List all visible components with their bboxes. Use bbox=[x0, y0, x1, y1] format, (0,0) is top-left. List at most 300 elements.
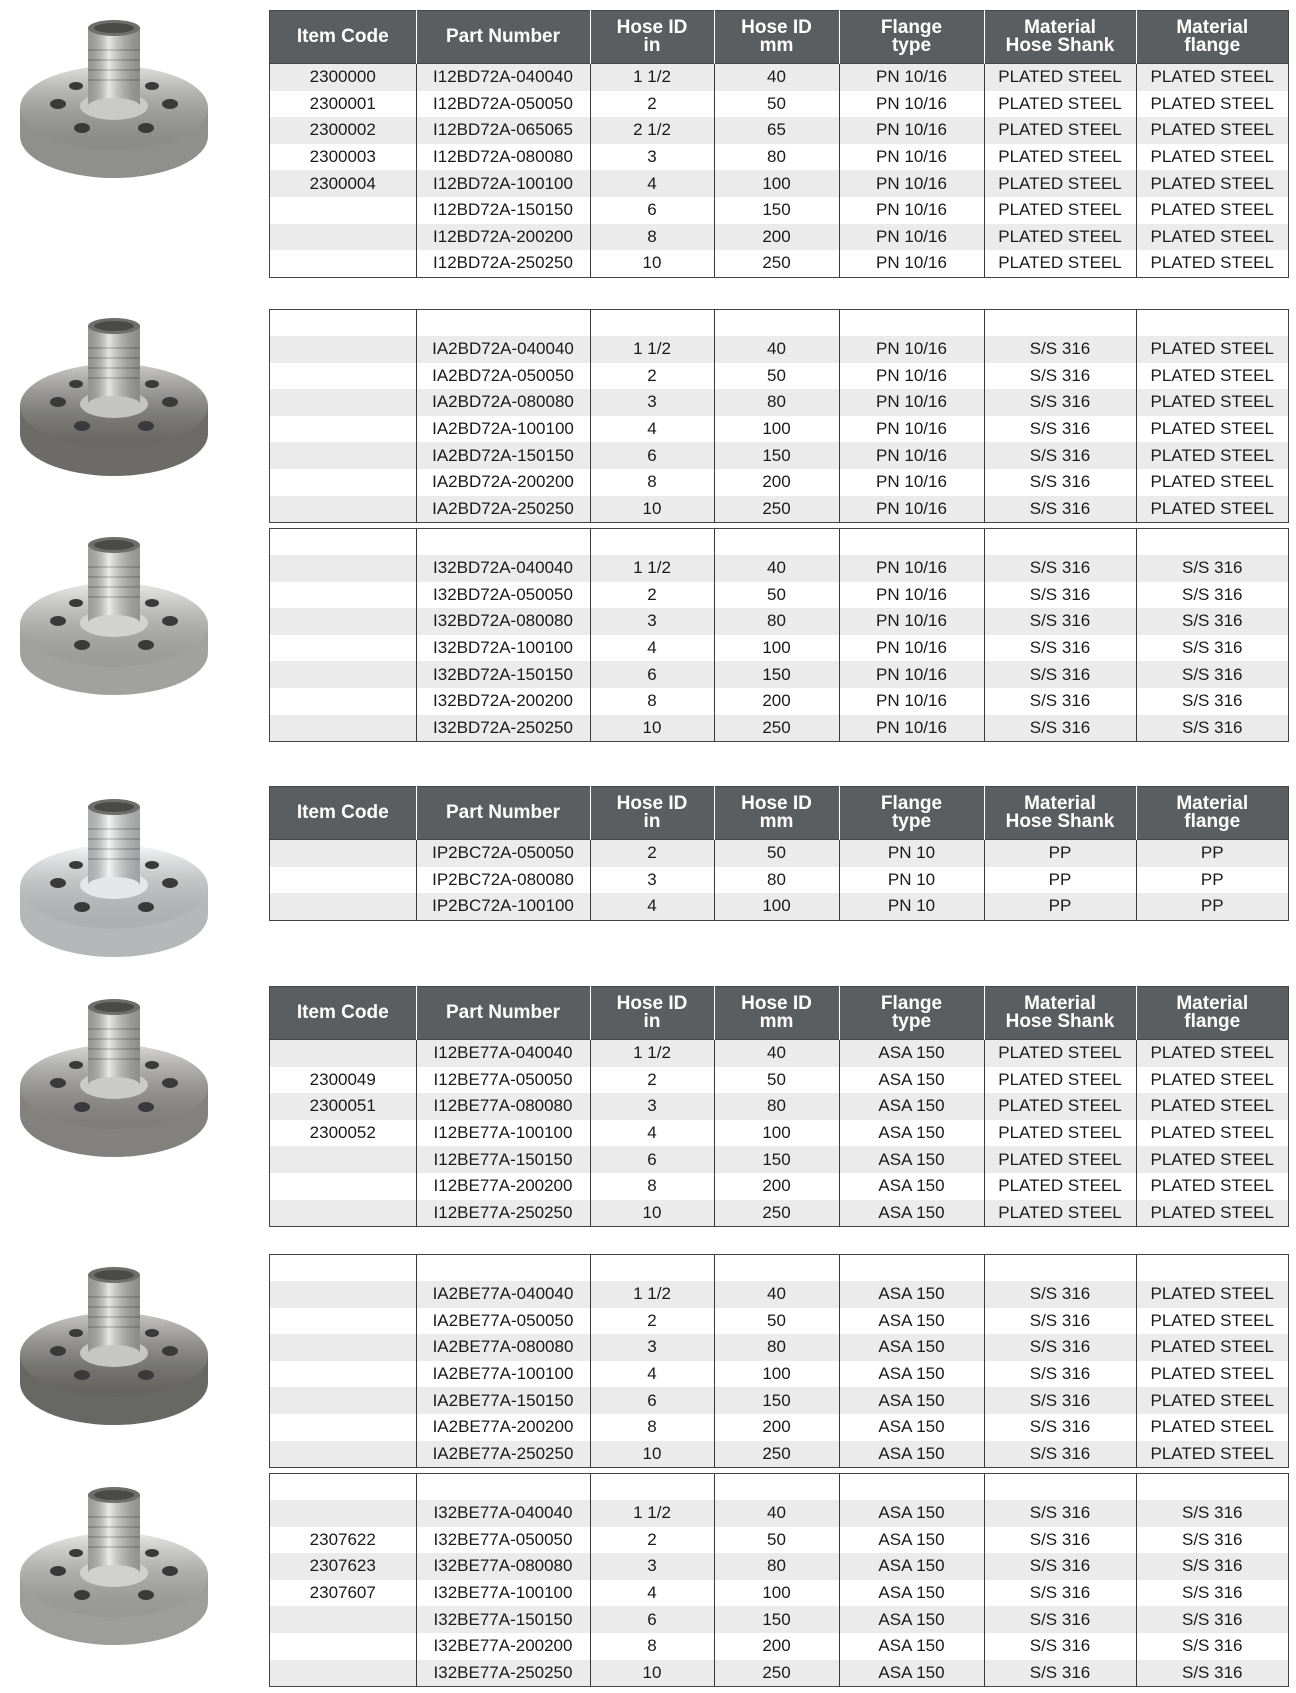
table-row bbox=[270, 1441, 1288, 1468]
flange-type-cell: PN 10/16 bbox=[839, 224, 984, 251]
table-row bbox=[270, 336, 1288, 363]
item-code-cell bbox=[270, 363, 416, 390]
material-hose-shank-cell: S/S 316 bbox=[984, 635, 1136, 662]
hose-id-mm-cell: 50 bbox=[714, 1308, 839, 1335]
hose-id-mm-cell: 50 bbox=[714, 1067, 839, 1094]
table-row bbox=[270, 1633, 1288, 1660]
table-row bbox=[270, 661, 1288, 688]
part-number-cell: I32BD72A-080080 bbox=[416, 608, 590, 635]
item-code-cell bbox=[270, 1660, 416, 1687]
hose-id-mm-cell: 50 bbox=[714, 1527, 839, 1554]
hose-id-mm-cell: 50 bbox=[714, 91, 839, 118]
hose-id-mm-cell: 80 bbox=[714, 389, 839, 416]
item-code-cell bbox=[270, 582, 416, 609]
item-code-cell bbox=[270, 661, 416, 688]
hose-id-in-cell: 1 1/2 bbox=[590, 555, 714, 582]
item-code-cell bbox=[270, 442, 416, 469]
hose-id-mm-cell: 40 bbox=[714, 555, 839, 582]
material-hose-shank-cell: PLATED STEEL bbox=[984, 64, 1136, 91]
material-hose-shank-cell: PLATED STEEL bbox=[984, 117, 1136, 144]
material-hose-shank-cell: PLATED STEEL bbox=[984, 1093, 1136, 1120]
part-number-cell: I32BD72A-050050 bbox=[416, 582, 590, 609]
material-flange-cell: PLATED STEEL bbox=[1136, 416, 1288, 443]
header-part-number: Part Number bbox=[416, 11, 590, 64]
material-hose-shank-cell: PLATED STEEL bbox=[984, 170, 1136, 197]
part-number-cell: IA2BE77A-200200 bbox=[416, 1414, 590, 1441]
material-hose-shank-cell: PP bbox=[984, 893, 1136, 920]
table-row bbox=[270, 715, 1288, 742]
material-flange-cell: PLATED STEEL bbox=[1136, 1040, 1288, 1067]
material-flange-cell: PLATED STEEL bbox=[1136, 1200, 1288, 1227]
hose-id-mm-cell: 100 bbox=[714, 635, 839, 662]
item-code-cell: 2300000 bbox=[270, 64, 416, 91]
material-hose-shank-cell: PLATED STEEL bbox=[984, 1040, 1136, 1067]
flange-type-cell: PN 10/16 bbox=[839, 416, 984, 443]
hose-id-in-cell: 3 bbox=[590, 867, 714, 894]
part-number-cell: I32BD72A-150150 bbox=[416, 661, 590, 688]
item-code-cell bbox=[270, 1281, 416, 1308]
material-flange-cell: PLATED STEEL bbox=[1136, 1146, 1288, 1173]
hose-id-mm-cell: 80 bbox=[714, 608, 839, 635]
material-hose-shank-cell: S/S 316 bbox=[984, 1387, 1136, 1414]
hose-id-in-cell: 6 bbox=[590, 661, 714, 688]
hose-id-in-cell: 8 bbox=[590, 1633, 714, 1660]
hose-id-in-cell: 6 bbox=[590, 1387, 714, 1414]
item-code-cell bbox=[270, 893, 416, 920]
product-image bbox=[8, 787, 220, 977]
part-number-cell: IA2BD72A-050050 bbox=[416, 363, 590, 390]
table-row bbox=[270, 363, 1288, 390]
hose-id-mm-cell: 250 bbox=[714, 496, 839, 523]
part-number-cell: I32BD72A-040040 bbox=[416, 555, 590, 582]
table-row bbox=[270, 1361, 1288, 1388]
material-hose-shank-cell: S/S 316 bbox=[984, 1281, 1136, 1308]
item-code-cell bbox=[270, 1334, 416, 1361]
table-row bbox=[270, 1606, 1288, 1633]
flange-type-cell: ASA 150 bbox=[839, 1414, 984, 1441]
table-row bbox=[270, 1093, 1288, 1120]
flange-type-cell: ASA 150 bbox=[839, 1500, 984, 1527]
hose-id-in-cell: 1 1/2 bbox=[590, 64, 714, 91]
material-flange-cell: PLATED STEEL bbox=[1136, 197, 1288, 224]
material-hose-shank-cell: PLATED STEEL bbox=[984, 1200, 1136, 1227]
material-flange-cell: PP bbox=[1136, 893, 1288, 920]
item-code-cell: 2300003 bbox=[270, 144, 416, 171]
material-hose-shank-cell: S/S 316 bbox=[984, 1660, 1136, 1687]
hose-id-in-cell: 2 1/2 bbox=[590, 117, 714, 144]
part-number-cell: IA2BE77A-100100 bbox=[416, 1361, 590, 1388]
table-header-row bbox=[270, 787, 1288, 840]
header-material-flange: Material flange bbox=[1136, 11, 1288, 64]
table-row bbox=[270, 117, 1288, 144]
flange-type-cell: PN 10/16 bbox=[839, 363, 984, 390]
header-flange-type: Flange type bbox=[839, 787, 984, 840]
flange-type-cell: ASA 150 bbox=[839, 1387, 984, 1414]
material-flange-cell: PP bbox=[1136, 867, 1288, 894]
header-hose-id-in: Hose ID in bbox=[590, 787, 714, 840]
product-table bbox=[269, 986, 1289, 1227]
material-flange-cell: PLATED STEEL bbox=[1136, 336, 1288, 363]
item-code-cell bbox=[270, 867, 416, 894]
item-code-cell bbox=[270, 336, 416, 363]
flange-type-cell: ASA 150 bbox=[839, 1660, 984, 1687]
flange-type-cell: ASA 150 bbox=[839, 1120, 984, 1147]
part-number-cell: I12BD72A-250250 bbox=[416, 250, 590, 277]
flange-type-cell: PN 10/16 bbox=[839, 91, 984, 118]
material-flange-cell: PLATED STEEL bbox=[1136, 363, 1288, 390]
material-flange-cell: S/S 316 bbox=[1136, 715, 1288, 742]
item-code-cell bbox=[270, 715, 416, 742]
hose-id-in-cell: 10 bbox=[590, 1200, 714, 1227]
hose-id-mm-cell: 150 bbox=[714, 1387, 839, 1414]
table-row bbox=[270, 893, 1288, 920]
table-row bbox=[270, 608, 1288, 635]
table-row bbox=[270, 197, 1288, 224]
material-hose-shank-cell: PLATED STEEL bbox=[984, 91, 1136, 118]
material-flange-cell: PLATED STEEL bbox=[1136, 64, 1288, 91]
header-material-flange: Material flange bbox=[1136, 987, 1288, 1040]
flange-type-cell: PN 10/16 bbox=[839, 389, 984, 416]
header-part-number: Part Number bbox=[416, 787, 590, 840]
item-code-cell bbox=[270, 416, 416, 443]
item-code-cell: 2300004 bbox=[270, 170, 416, 197]
table-row bbox=[270, 1120, 1288, 1147]
part-number-cell: IA2BE77A-050050 bbox=[416, 1308, 590, 1335]
item-code-cell: 2307607 bbox=[270, 1580, 416, 1607]
hose-id-mm-cell: 150 bbox=[714, 442, 839, 469]
flange-type-cell: PN 10/16 bbox=[839, 582, 984, 609]
header-item-code: Item Code bbox=[270, 987, 416, 1040]
item-code-cell bbox=[270, 1040, 416, 1067]
spacer-row bbox=[270, 310, 1288, 336]
table-row bbox=[270, 555, 1288, 582]
hose-id-mm-cell: 250 bbox=[714, 1441, 839, 1468]
part-number-cell: I12BE77A-100100 bbox=[416, 1120, 590, 1147]
flange-type-cell: PN 10/16 bbox=[839, 144, 984, 171]
material-hose-shank-cell: S/S 316 bbox=[984, 1553, 1136, 1580]
part-number-cell: IA2BE77A-040040 bbox=[416, 1281, 590, 1308]
product-table bbox=[269, 528, 1289, 742]
hose-id-mm-cell: 50 bbox=[714, 582, 839, 609]
hose-id-in-cell: 2 bbox=[590, 1527, 714, 1554]
header-flange-type: Flange type bbox=[839, 987, 984, 1040]
hose-id-mm-cell: 80 bbox=[714, 144, 839, 171]
part-number-cell: I32BD72A-100100 bbox=[416, 635, 590, 662]
hose-id-mm-cell: 250 bbox=[714, 250, 839, 277]
hose-id-in-cell: 6 bbox=[590, 1146, 714, 1173]
hose-id-mm-cell: 100 bbox=[714, 893, 839, 920]
table-row bbox=[270, 1553, 1288, 1580]
item-code-cell bbox=[270, 1500, 416, 1527]
flange-type-cell: ASA 150 bbox=[839, 1606, 984, 1633]
material-flange-cell: S/S 316 bbox=[1136, 608, 1288, 635]
item-code-cell bbox=[270, 608, 416, 635]
table-row bbox=[270, 867, 1288, 894]
table-row bbox=[270, 1414, 1288, 1441]
header-material-hose-shank: Material Hose Shank bbox=[984, 11, 1136, 64]
hose-id-in-cell: 4 bbox=[590, 170, 714, 197]
material-flange-cell: S/S 316 bbox=[1136, 1500, 1288, 1527]
material-flange-cell: S/S 316 bbox=[1136, 688, 1288, 715]
material-hose-shank-cell: S/S 316 bbox=[984, 661, 1136, 688]
hose-id-in-cell: 6 bbox=[590, 1606, 714, 1633]
item-code-cell bbox=[270, 224, 416, 251]
hose-id-in-cell: 1 1/2 bbox=[590, 1040, 714, 1067]
hose-id-mm-cell: 40 bbox=[714, 336, 839, 363]
flange-type-cell: PN 10/16 bbox=[839, 170, 984, 197]
material-hose-shank-cell: S/S 316 bbox=[984, 496, 1136, 523]
item-code-cell bbox=[270, 496, 416, 523]
part-number-cell: I12BE77A-050050 bbox=[416, 1067, 590, 1094]
table-row bbox=[270, 1067, 1288, 1094]
item-code-cell bbox=[270, 250, 416, 277]
material-hose-shank-cell: PLATED STEEL bbox=[984, 197, 1136, 224]
item-code-cell: 2307623 bbox=[270, 1553, 416, 1580]
hose-id-in-cell: 8 bbox=[590, 1173, 714, 1200]
hose-id-mm-cell: 40 bbox=[714, 64, 839, 91]
material-flange-cell: PLATED STEEL bbox=[1136, 1173, 1288, 1200]
table-row bbox=[270, 1040, 1288, 1067]
material-hose-shank-cell: S/S 316 bbox=[984, 389, 1136, 416]
flange-type-cell: ASA 150 bbox=[839, 1334, 984, 1361]
material-hose-shank-cell: PLATED STEEL bbox=[984, 1146, 1136, 1173]
material-flange-cell: PLATED STEEL bbox=[1136, 1308, 1288, 1335]
spacer-row bbox=[270, 1255, 1288, 1281]
hose-id-mm-cell: 150 bbox=[714, 661, 839, 688]
hose-id-in-cell: 2 bbox=[590, 363, 714, 390]
hose-id-in-cell: 10 bbox=[590, 1660, 714, 1687]
flange-fitting-plated-icon bbox=[8, 8, 220, 198]
header-hose-id-mm: Hose ID mm bbox=[714, 11, 839, 64]
header-hose-id-in: Hose ID in bbox=[590, 11, 714, 64]
part-number-cell: I32BE77A-050050 bbox=[416, 1527, 590, 1554]
flange-fitting-pp-icon bbox=[8, 787, 220, 977]
material-hose-shank-cell: S/S 316 bbox=[984, 1334, 1136, 1361]
table-row bbox=[270, 144, 1288, 171]
hose-id-in-cell: 4 bbox=[590, 893, 714, 920]
table-row bbox=[270, 91, 1288, 118]
hose-id-mm-cell: 40 bbox=[714, 1040, 839, 1067]
table-row bbox=[270, 469, 1288, 496]
hose-id-in-cell: 4 bbox=[590, 416, 714, 443]
part-number-cell: I12BE77A-040040 bbox=[416, 1040, 590, 1067]
item-code-cell bbox=[270, 1387, 416, 1414]
hose-id-in-cell: 2 bbox=[590, 840, 714, 867]
hose-id-in-cell: 3 bbox=[590, 1334, 714, 1361]
hose-id-in-cell: 8 bbox=[590, 469, 714, 496]
table-row bbox=[270, 1387, 1288, 1414]
hose-id-mm-cell: 50 bbox=[714, 363, 839, 390]
table-row bbox=[270, 1660, 1288, 1687]
flange-type-cell: PN 10 bbox=[839, 893, 984, 920]
hose-id-mm-cell: 100 bbox=[714, 1120, 839, 1147]
flange-type-cell: PN 10/16 bbox=[839, 64, 984, 91]
material-flange-cell: PLATED STEEL bbox=[1136, 250, 1288, 277]
hose-id-in-cell: 3 bbox=[590, 1093, 714, 1120]
hose-id-mm-cell: 250 bbox=[714, 715, 839, 742]
table-row bbox=[270, 1527, 1288, 1554]
hose-id-in-cell: 2 bbox=[590, 582, 714, 609]
product-image bbox=[8, 8, 220, 198]
hose-id-in-cell: 8 bbox=[590, 224, 714, 251]
item-code-cell bbox=[270, 389, 416, 416]
table-row bbox=[270, 1580, 1288, 1607]
material-hose-shank-cell: PP bbox=[984, 867, 1136, 894]
table-header-row bbox=[270, 987, 1288, 1040]
material-flange-cell: PLATED STEEL bbox=[1136, 1067, 1288, 1094]
material-hose-shank-cell: PLATED STEEL bbox=[984, 1067, 1136, 1094]
material-flange-cell: S/S 316 bbox=[1136, 635, 1288, 662]
flange-type-cell: ASA 150 bbox=[839, 1200, 984, 1227]
hose-id-mm-cell: 80 bbox=[714, 1093, 839, 1120]
item-code-cell: 2307622 bbox=[270, 1527, 416, 1554]
material-hose-shank-cell: S/S 316 bbox=[984, 1527, 1136, 1554]
spacer-row bbox=[270, 529, 1288, 555]
flange-type-cell: PN 10/16 bbox=[839, 197, 984, 224]
hose-id-in-cell: 4 bbox=[590, 635, 714, 662]
material-flange-cell: PLATED STEEL bbox=[1136, 1387, 1288, 1414]
table-row bbox=[270, 250, 1288, 277]
hose-id-in-cell: 3 bbox=[590, 144, 714, 171]
hose-id-mm-cell: 100 bbox=[714, 170, 839, 197]
material-flange-cell: S/S 316 bbox=[1136, 1606, 1288, 1633]
material-hose-shank-cell: S/S 316 bbox=[984, 363, 1136, 390]
part-number-cell: I12BD72A-065065 bbox=[416, 117, 590, 144]
flange-type-cell: ASA 150 bbox=[839, 1633, 984, 1660]
flange-type-cell: PN 10/16 bbox=[839, 608, 984, 635]
material-flange-cell: S/S 316 bbox=[1136, 1660, 1288, 1687]
hose-id-mm-cell: 100 bbox=[714, 1580, 839, 1607]
material-hose-shank-cell: PLATED STEEL bbox=[984, 250, 1136, 277]
hose-id-mm-cell: 150 bbox=[714, 1146, 839, 1173]
header-item-code: Item Code bbox=[270, 11, 416, 64]
material-hose-shank-cell: PLATED STEEL bbox=[984, 224, 1136, 251]
item-code-cell bbox=[270, 469, 416, 496]
hose-id-mm-cell: 250 bbox=[714, 1660, 839, 1687]
material-hose-shank-cell: S/S 316 bbox=[984, 555, 1136, 582]
flange-type-cell: PN 10/16 bbox=[839, 250, 984, 277]
flange-fitting-stainless-asa-icon bbox=[8, 1475, 220, 1665]
table-row bbox=[270, 389, 1288, 416]
material-flange-cell: PLATED STEEL bbox=[1136, 1414, 1288, 1441]
product-image bbox=[8, 987, 220, 1177]
material-hose-shank-cell: S/S 316 bbox=[984, 1606, 1136, 1633]
item-code-cell bbox=[270, 635, 416, 662]
product-table bbox=[269, 1254, 1289, 1468]
part-number-cell: I12BD72A-100100 bbox=[416, 170, 590, 197]
flange-type-cell: ASA 150 bbox=[839, 1146, 984, 1173]
hose-id-mm-cell: 100 bbox=[714, 416, 839, 443]
product-image bbox=[8, 525, 220, 715]
material-hose-shank-cell: S/S 316 bbox=[984, 336, 1136, 363]
hose-id-mm-cell: 200 bbox=[714, 224, 839, 251]
hose-id-mm-cell: 200 bbox=[714, 469, 839, 496]
hose-id-mm-cell: 100 bbox=[714, 1361, 839, 1388]
material-hose-shank-cell: S/S 316 bbox=[984, 608, 1136, 635]
product-table bbox=[269, 309, 1289, 523]
part-number-cell: I32BE77A-150150 bbox=[416, 1606, 590, 1633]
part-number-cell: IA2BE77A-080080 bbox=[416, 1334, 590, 1361]
product-image bbox=[8, 1255, 220, 1445]
flange-type-cell: PN 10/16 bbox=[839, 117, 984, 144]
hose-id-in-cell: 4 bbox=[590, 1361, 714, 1388]
hose-id-in-cell: 1 1/2 bbox=[590, 336, 714, 363]
part-number-cell: I32BE77A-100100 bbox=[416, 1580, 590, 1607]
table-row bbox=[270, 416, 1288, 443]
flange-type-cell: PN 10/16 bbox=[839, 688, 984, 715]
flange-fitting-dark-plated-icon bbox=[8, 306, 220, 496]
hose-id-mm-cell: 80 bbox=[714, 1553, 839, 1580]
spacer-row bbox=[270, 1474, 1288, 1500]
flange-fitting-stainless-icon bbox=[8, 525, 220, 715]
item-code-cell bbox=[270, 1633, 416, 1660]
hose-id-in-cell: 6 bbox=[590, 197, 714, 224]
flange-type-cell: PN 10 bbox=[839, 840, 984, 867]
product-table bbox=[269, 10, 1289, 278]
item-code-cell bbox=[270, 1308, 416, 1335]
hose-id-mm-cell: 200 bbox=[714, 688, 839, 715]
table-row bbox=[270, 496, 1288, 523]
header-material-flange: Material flange bbox=[1136, 787, 1288, 840]
item-code-cell bbox=[270, 1441, 416, 1468]
part-number-cell: I32BE77A-080080 bbox=[416, 1553, 590, 1580]
item-code-cell bbox=[270, 1361, 416, 1388]
item-code-cell bbox=[270, 197, 416, 224]
flange-type-cell: PN 10/16 bbox=[839, 469, 984, 496]
material-hose-shank-cell: PP bbox=[984, 840, 1136, 867]
material-flange-cell: PLATED STEEL bbox=[1136, 91, 1288, 118]
material-hose-shank-cell: S/S 316 bbox=[984, 1308, 1136, 1335]
material-flange-cell: S/S 316 bbox=[1136, 661, 1288, 688]
material-hose-shank-cell: S/S 316 bbox=[984, 1500, 1136, 1527]
part-number-cell: I12BE77A-250250 bbox=[416, 1200, 590, 1227]
flange-type-cell: PN 10 bbox=[839, 867, 984, 894]
table-row bbox=[270, 1146, 1288, 1173]
part-number-cell: IA2BD72A-080080 bbox=[416, 389, 590, 416]
material-hose-shank-cell: S/S 316 bbox=[984, 469, 1136, 496]
hose-id-mm-cell: 80 bbox=[714, 867, 839, 894]
material-hose-shank-cell: S/S 316 bbox=[984, 1414, 1136, 1441]
part-number-cell: I12BD72A-040040 bbox=[416, 64, 590, 91]
table-row bbox=[270, 1500, 1288, 1527]
hose-id-in-cell: 10 bbox=[590, 250, 714, 277]
material-flange-cell: S/S 316 bbox=[1136, 1580, 1288, 1607]
header-material-hose-shank: Material Hose Shank bbox=[984, 987, 1136, 1040]
flange-type-cell: PN 10/16 bbox=[839, 661, 984, 688]
part-number-cell: IA2BD72A-100100 bbox=[416, 416, 590, 443]
header-hose-id-mm: Hose ID mm bbox=[714, 987, 839, 1040]
header-item-code: Item Code bbox=[270, 787, 416, 840]
material-flange-cell: PLATED STEEL bbox=[1136, 389, 1288, 416]
flange-type-cell: PN 10/16 bbox=[839, 635, 984, 662]
hose-id-in-cell: 10 bbox=[590, 1441, 714, 1468]
flange-type-cell: ASA 150 bbox=[839, 1067, 984, 1094]
item-code-cell: 2300001 bbox=[270, 91, 416, 118]
table-row bbox=[270, 1334, 1288, 1361]
part-number-cell: I12BE77A-200200 bbox=[416, 1173, 590, 1200]
part-number-cell: I32BE77A-200200 bbox=[416, 1633, 590, 1660]
table-row bbox=[270, 170, 1288, 197]
hose-id-in-cell: 3 bbox=[590, 1553, 714, 1580]
item-code-cell: 2300051 bbox=[270, 1093, 416, 1120]
material-flange-cell: S/S 316 bbox=[1136, 1633, 1288, 1660]
hose-id-in-cell: 3 bbox=[590, 608, 714, 635]
item-code-cell bbox=[270, 1146, 416, 1173]
part-number-cell: IA2BD72A-150150 bbox=[416, 442, 590, 469]
item-code-cell: 2300049 bbox=[270, 1067, 416, 1094]
hose-id-mm-cell: 200 bbox=[714, 1414, 839, 1441]
hose-id-in-cell: 1 1/2 bbox=[590, 1500, 714, 1527]
